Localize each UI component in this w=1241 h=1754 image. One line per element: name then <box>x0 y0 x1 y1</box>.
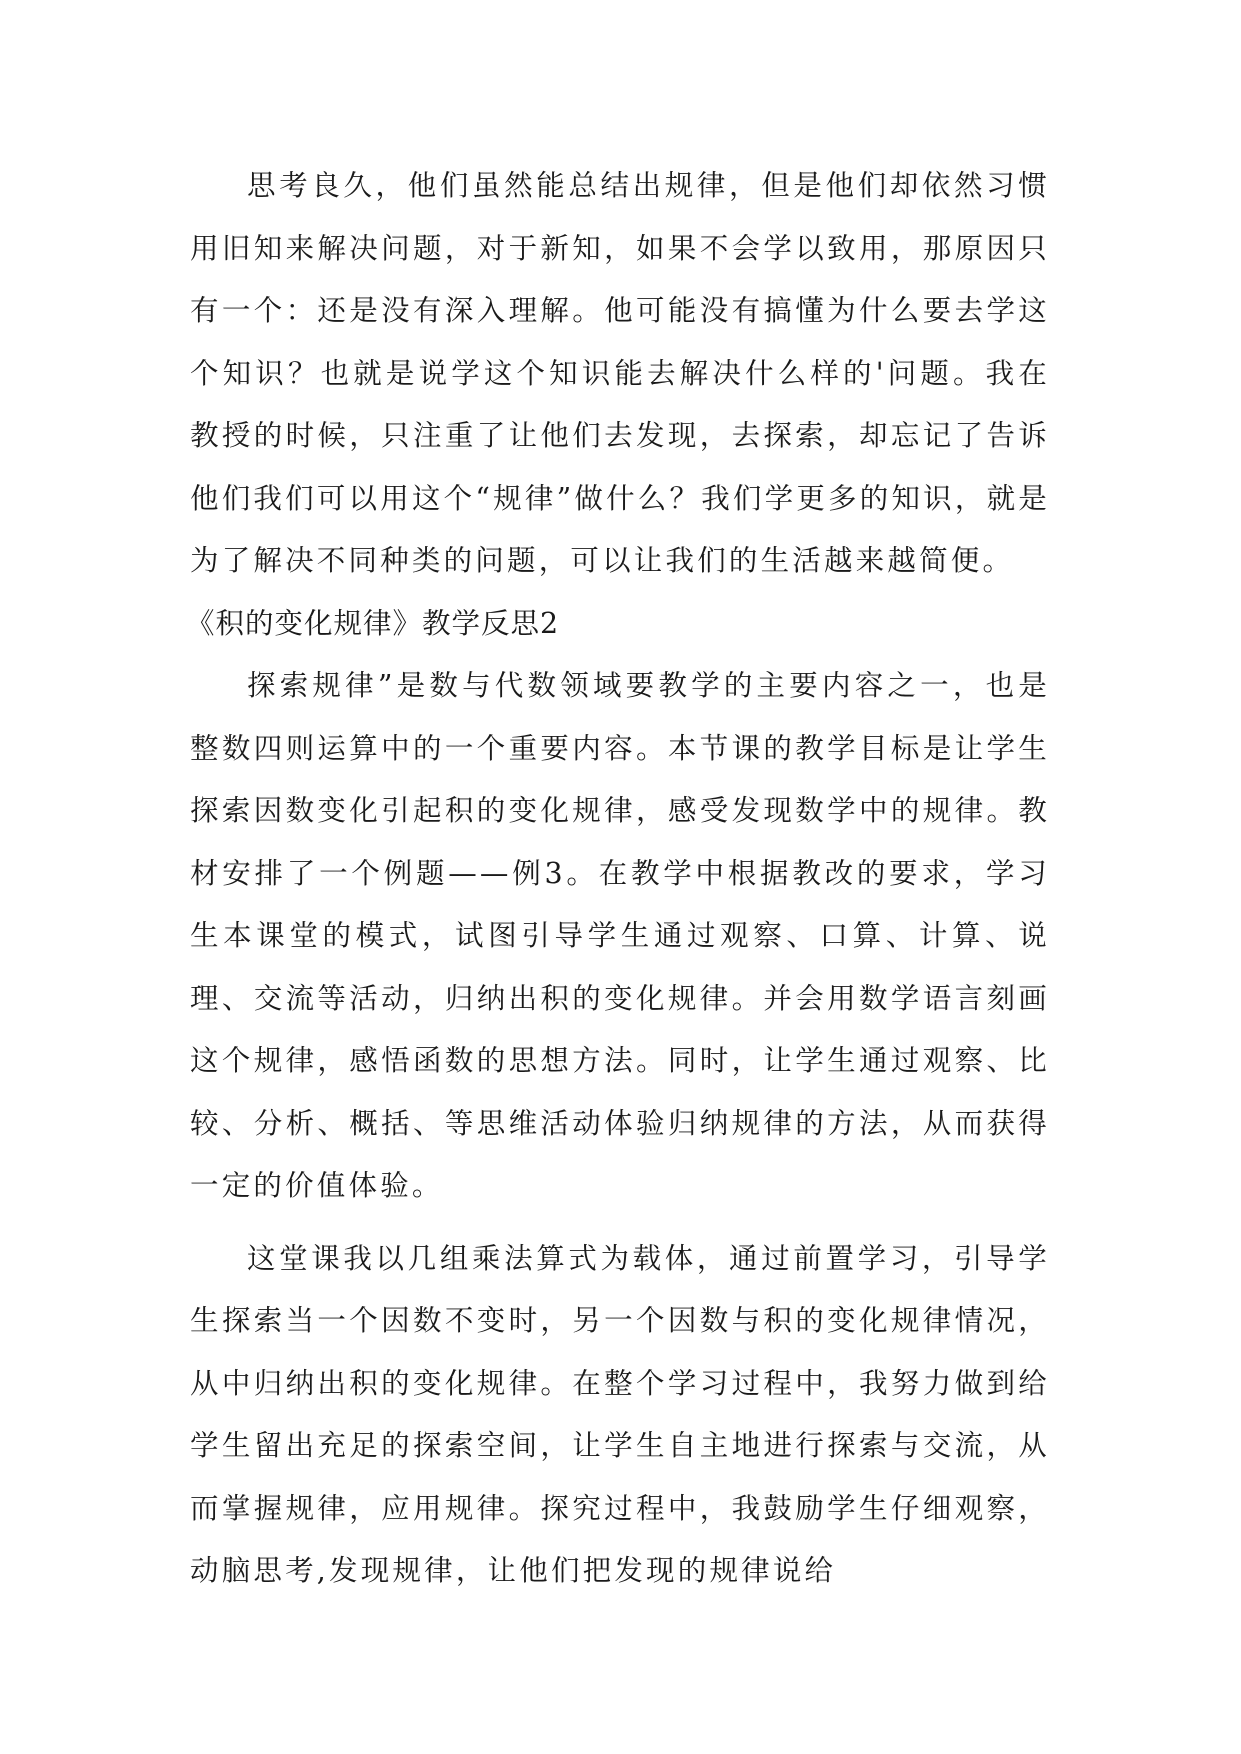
paragraph-teaching-goals: 探索规律”是数与代数领域要教学的主要内容之一，也是整数四则运算中的一个重要内容。本节课的教学目标是让学生探索因数变化引起积的变化规律，感受发现数学中的规律。教材安排了一个例题——例3。在教学中根据教改的要求，学习生本课堂的模式，试图引导学生通过观察、口算、计算、说理、交流等活动，归纳出积的变化规律。并会用数学语言刻画这个规律，感悟函数的思想方法。同时，让学生通过观察、比较、分析、概括、等思维活动体验归纳规律的方法，从而获得一定的价值体验。 <box>190 669 1050 1202</box>
paragraph-lesson-process: 这堂课我以几组乘法算式为载体，通过前置学习，引导学生探索当一个因数不变时，另一个因数与积的变化规律情况，从中归纳出积的变化规律。在整个学习过程中，我努力做到给学生留出充足的探索空间，让学生自主地进行探索与交流，从而掌握规律，应用规律。探究过程中，我鼓励学生仔细观察，动脑思考,发现规律，让他们把发现的规律说给 <box>190 1241 1050 1587</box>
paragraph-reflection-conclusion: 思考良久，他们虽然能总结出规律，但是他们却依然习惯用旧知来解决问题，对于新知，如果不会学以致用，那原因只有一个：还是没有深入理解。他可能没有搞懂为什么要去学这个知识？也就是说学这个知识能去解决什么样的'问题。我在教授的时候，只注重了让他们去发现，去探索，却忘记了告诉他们我们可以用这个“规律”做什么？我们学更多的知识，就是为了解决不同种类的问题，可以让我们的生活越来越简便。 <box>190 169 1050 577</box>
section-heading: 《积的变化规律》教学反思2 <box>186 606 560 640</box>
document-body <box>186 155 1050 1603</box>
